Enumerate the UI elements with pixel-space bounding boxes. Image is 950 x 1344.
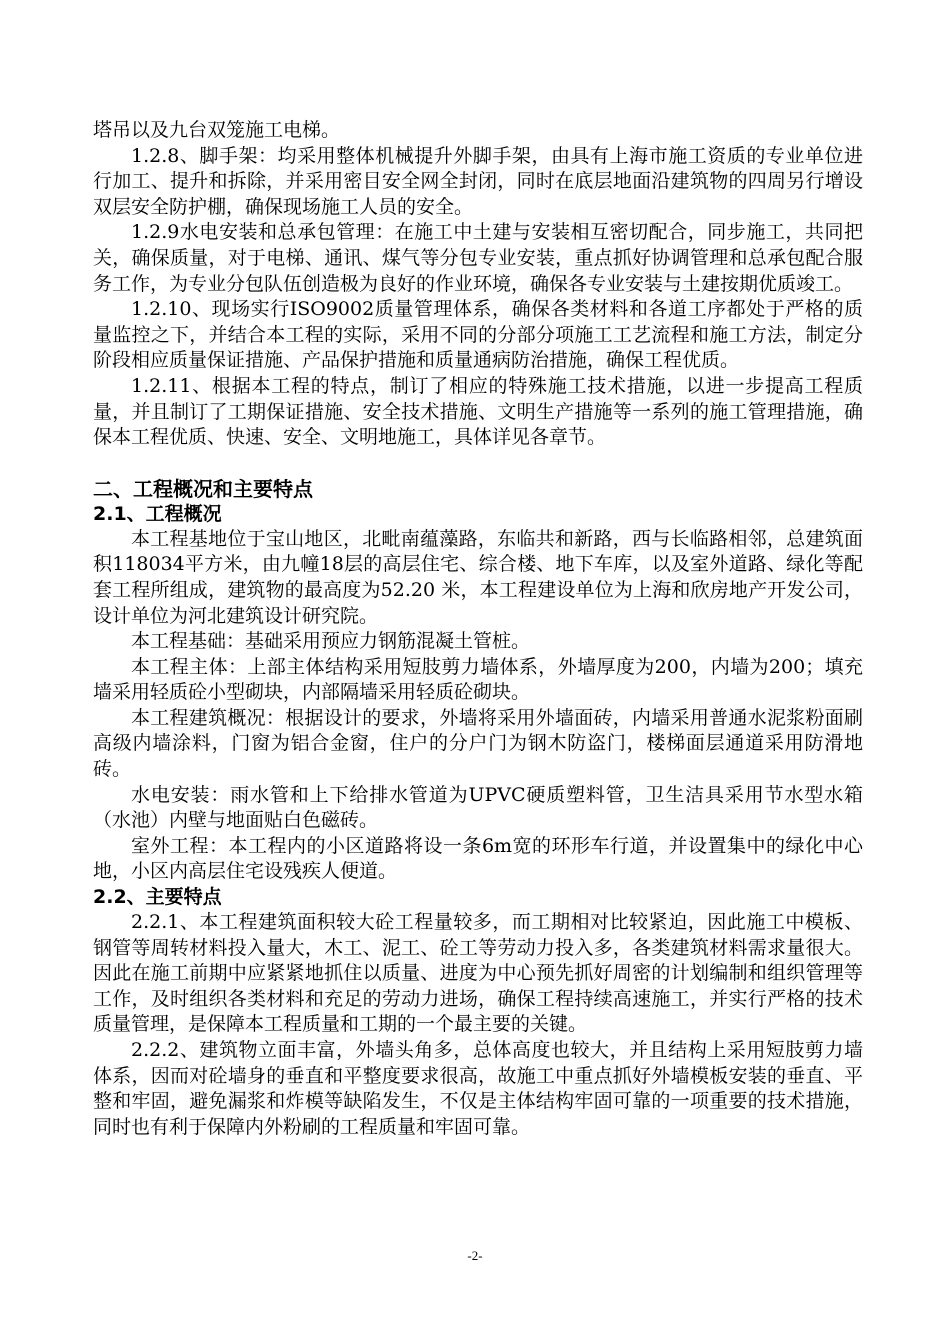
paragraph: 室外工程：本工程内的小区道路将设一条6m宽的环形车行道，并设置集中的绿化中心地，小区内高层住宅设残疾人便道。 xyxy=(93,834,863,883)
spacer xyxy=(93,451,863,476)
paragraph: 1.2.9水电安装和总承包管理：在施工中土建与安装相互密切配合，同步施工，共同把关，确保质量，对于电梯、通讯、煤气等分包专业安装，重点抓好协调管理和总承包配合服务工作，为专业分包队伍创造极为良好的作业环境，确保各专业安装与土建按期优质竣工。 xyxy=(93,221,863,295)
paragraph: 1.2.8、脚手架：均采用整体机械提升外脚手架，由具有上海市施工资质的专业单位进行加工、提升和拆除，并采用密目安全网全封闭，同时在底层地面沿建筑物的四周另行增设双层安全防护棚，确保现场施工人员的安全。 xyxy=(93,144,863,218)
paragraph: 本工程基地位于宝山地区，北毗南蕴藻路，东临共和新路，西与长临路相邻，总建筑面积118034平方米，由九幢18层的高层住宅、综合楼、地下车库，以及室外道路、绿化等配套工程所组成，建筑物的最高度为52.20 米，本工程建设单位为上海和欣房地产开发公司，设计单位为河北建筑设计研究院。 xyxy=(93,527,863,627)
paragraph: 2.2.2、建筑物立面丰富，外墙头角多，总体高度也较大，并且结构上采用短肢剪力墙体系，因而对砼墙身的垂直和平整度要求很高，故施工中重点抓好外墙模板安装的垂直、平整和牢固，避免漏浆和炸模等缺陷发生，不仅是主体结构牢固可靠的一项重要的技术措施，同时也有利于保障内外粉刷的工程质量和牢固可靠。 xyxy=(93,1039,863,1138)
document-body xyxy=(93,118,863,1140)
paragraph: 1.2.10、现场实行ISO9002质量管理体系，确保各类材料和各道工序都处于严格的质量监控之下，并结合本工程的实际，采用不同的分部分项施工工艺流程和施工方法，制定分阶段相应质量保证措施、产品保护措施和质量通病防治措施，确保工程优质。 xyxy=(93,298,863,372)
section-heading: 二、工程概况和主要特点 xyxy=(93,476,313,501)
paragraph: 水电安装：雨水管和上下给排水管道为UPVC硬质塑料管，卫生洁具采用节水型水箱（水池）内壁与地面贴白色磁砖。 xyxy=(93,783,863,832)
paragraph: 本工程基础：基础采用预应力钢筋混凝土管桩。 xyxy=(131,630,531,653)
paragraph: 本工程建筑概况：根据设计的要求，外墙将采用外墙面砖，内墙采用普通水泥浆粉面刷高级内墙涂料，门窗为铝合金窗，住户的分户门为钢木防盗门，楼梯面层通道采用防滑地砖。 xyxy=(93,706,863,781)
page-number: -2- xyxy=(467,1248,483,1263)
subsection-heading-features: 2.2、主要特点 xyxy=(93,886,222,909)
paragraph: 本工程主体：上部主体结构采用短肢剪力墙体系，外墙厚度为200，内墙为200；填充墙采用轻质砼小型砌块，内部隔墙采用轻质砼砌块。 xyxy=(93,655,863,704)
paragraph: 1.2.11、根据本工程的特点，制订了相应的特殊施工技术措施，以进一步提高工程质量，并且制订了工期保证措施、安全技术措施、文明生产措施等一系列的施工管理措施，确保本工程优质、快速、安全、文明地施工，具体详见各章节。 xyxy=(93,374,863,449)
paragraph: 塔吊以及九台双笼施工电梯。 xyxy=(93,119,341,141)
paragraph: 2.2.1、本工程建筑面积较大砼工程量较多，而工期相对比较紧迫，因此施工中模板、钢管等周转材料投入量大，木工、泥工、砼工等劳动力投入多，各类建筑材料需求量很大。因此在施工前期中应紧紧地抓住以质量、进度为中心预先抓好周密的计划编制和组织管理等工作，及时组织各类材料和充足的劳动力进场，确保工程持续高速施工，并实行严格的技术质量管理，是保障本工程质量和工期的一个最主要的关键。 xyxy=(93,911,863,1036)
subsection-heading-overview: 2.1、工程概况 xyxy=(93,502,222,525)
